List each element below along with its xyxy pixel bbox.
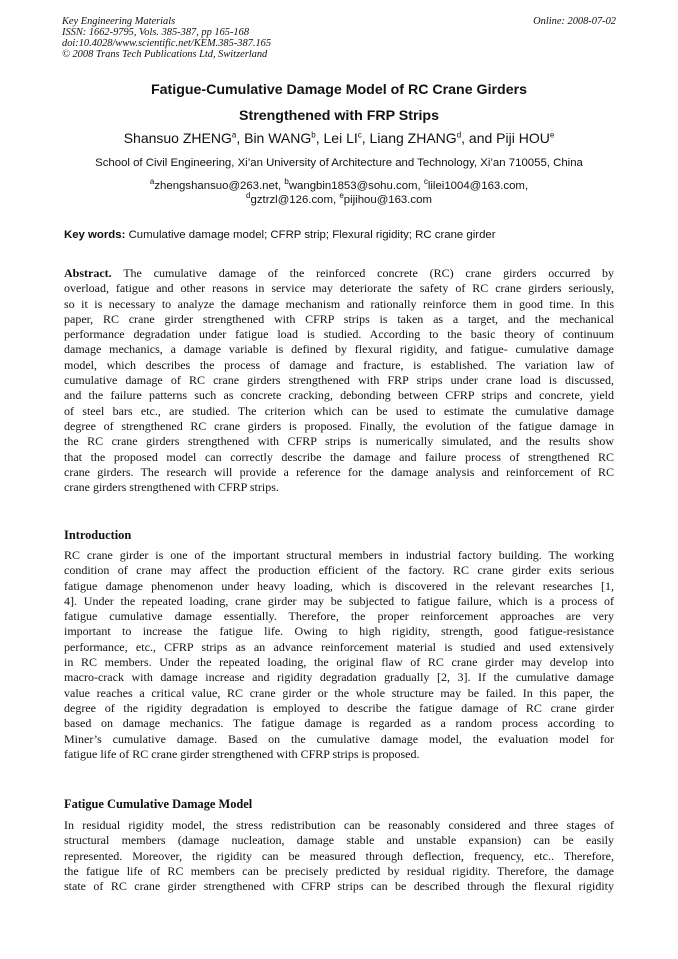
text-line: overload, fatigue and other reasons in service may deteriorate the safety of RC crane girders seriously,	[64, 281, 614, 296]
online-date: Online: 2008-07-02	[533, 16, 616, 27]
fatigue-model-paragraph	[64, 818, 614, 894]
text-line: damage mechanics, a damage variable is defined by flexural rigidity, and fatigue- cumulative damage	[64, 342, 614, 357]
text-line: that the proposed model can correctly describe the damage and failure process of strengthened RC	[64, 449, 614, 464]
text-line: Miner’s cumulative damage. Based on the cumulative damage model, the evaluation model for	[64, 731, 614, 746]
author: Bin WANG$^b$,	[244, 130, 324, 146]
text-line: fatigue damage phenomenon under heavy loading, which is discovered in the relevant researches [1,	[64, 578, 614, 593]
copyright-line: © 2008 Trans Tech Publications Ltd, Switzerland	[62, 49, 268, 60]
section-heading-introduction: Introduction	[64, 528, 132, 542]
text-line: so it is necessary to analyze the damage mechanism and rationally reinforce them in good time. In this	[64, 296, 614, 311]
paper-title-line-1: Fatigue-Cumulative Damage Model of RC Crane Girders	[150, 82, 528, 98]
issn-line: ISSN: 1662-9795, Vols. 385-387, pp 165-168	[62, 27, 250, 38]
text-line: paper, RC crane girder strengthened with CFRP strips is taken as a target, and the mechanical	[64, 311, 614, 326]
paper-title-line-2: Strengthened with FRP Strips	[239, 108, 439, 124]
text-line: fatigue life of RC crane girder strengthened with CFRP strips is proposed.	[64, 746, 420, 761]
affiliation: School of Civil Engineering, Xi’an University of Architecture and Technology, Xi’an 710055, China	[95, 157, 583, 169]
text-line: fatigue cumulative damage essentially. Therefore, the proper reinforcement approaches are very	[64, 609, 614, 624]
email-link[interactable]: gztrzl@126.com	[250, 194, 333, 206]
email-line-2: $^d$gztrzl@126.com, $^e$pijihou@163.com	[246, 191, 432, 206]
journal-header	[62, 16, 616, 60]
text-line: of steel bars etc., are studied. The criterion which can be used to estimate the cumulative damage	[64, 403, 614, 418]
introduction-paragraph	[64, 548, 614, 762]
journal-name: Key Engineering Materials	[62, 16, 176, 27]
text-line: in RC members. Under the repeated loading, the original flaw of RC crane girder may develop into	[64, 655, 614, 670]
author: Liang ZHANG$^d$, and	[369, 130, 497, 146]
text-line: crane girders. The research will provide a reference for the damage analysis and reinforcement of RC	[64, 464, 614, 479]
text-line: macro-crack with damage increase and rigidity degradation gradually [2, 3]. If the cumulative damage	[64, 670, 614, 685]
text-line: model, which describes the process of damage and fracture, is established. The variation law of	[64, 357, 614, 372]
author-list	[30, 130, 648, 146]
text-line: value reaches a critical value, RC crane girder or the whole structure may be failed. In this paper, the	[64, 685, 614, 700]
abstract-label: Abstract.	[64, 266, 112, 280]
text-line: Abstract. The cumulative damage of the reinforced concrete (RC) crane girders occurred by	[64, 266, 614, 280]
text-line: state of RC crane girder strengthened with CFRP strips can be described through the flexural rigidity	[64, 879, 614, 894]
text-line: cumulative damage of RC crane girders strengthened with FRP strips under crane load is discussed,	[64, 373, 614, 388]
text-line: important to increase the fatigue life. Owing to high rigidity, strength, good fatigue-resistance	[64, 624, 614, 639]
text-line: the RC crane girders strengthened with CFRP strips is numerically simulated, and the results show	[64, 434, 614, 449]
text-line: condition of crane may affect the production efficient of the factory. RC crane girder exits serious	[64, 563, 614, 578]
email-link[interactable]: lilei1004@163.com	[427, 180, 525, 192]
keywords-text: Cumulative damage model; CFRP strip; Flexural rigidity; RC crane girder	[128, 229, 496, 241]
text-line: represented. Moreover, the rigidity can be measured through deflection, frequency, etc.. Therefore,	[64, 848, 614, 863]
author-emails	[40, 179, 638, 207]
email-link[interactable]: wangbin1853@sohu.com	[288, 180, 418, 192]
text-line: performance degradation under fatigue load is studied. According to the basic theory of continuum	[64, 327, 614, 342]
author: Piji HOU$^e$	[496, 130, 555, 146]
doi-line[interactable]: doi:10.4028/www.scientific.net/KEM.385-387.165	[62, 38, 272, 49]
text-line: structural members (damage nucleation, damage stable and unstable expansion) can be easily	[64, 833, 614, 848]
text-line: In residual rigidity model, the stress redistribution can be reasonably considered and three stages of	[64, 818, 614, 832]
keywords-label: Key words:	[64, 229, 126, 241]
text-line: and the failure patterns such as concrete cracking, debonding between CFRP strips and concrete, yield	[64, 388, 614, 403]
author: Lei $LI^c$,	[323, 130, 370, 146]
email-link[interactable]: zhengshansuo@263.net	[154, 180, 279, 192]
keywords	[64, 229, 624, 241]
abstract-paragraph	[64, 266, 614, 495]
author: Shansuo ZHENG$^a$,	[123, 130, 245, 146]
text-line: 4]. Under the repeated loading, crane girder may be subjected to fatigue failure, which is a process of	[64, 593, 614, 608]
section-heading-fatigue-model: Fatigue Cumulative Damage Model	[64, 797, 253, 811]
text-line: performance, etc., CFRP strips as an advance reinforcement material is studied and used extensively	[64, 639, 614, 654]
text-line: RC crane girder is one of the important structural members in industrial factory building. The working	[64, 548, 614, 562]
text-line: based on damage mechanics. The fatigue damage is regarded as a random process according to	[64, 716, 614, 731]
text-line: degree of the rigidity degradation is employed to describe the fatigue damage of RC crane girder	[64, 700, 614, 715]
email-link[interactable]: pijihou@163.com	[343, 194, 432, 206]
text-line: the fatigue life of RC members can be precisely predicted by residual rigidity. Therefore, the damage	[64, 863, 614, 878]
text-line: crane girders strengthened with CFRP strips.	[64, 480, 279, 495]
text-line: degree of strengthened RC crane girders is proposed. Finally, the evolution of the fatigue damage in	[64, 418, 614, 433]
email-line-1: $^a$zhengshansuo@263.net, $^b$wangbin1853@sohu.com, $^c$lilei1004@163.com,	[149, 177, 529, 192]
